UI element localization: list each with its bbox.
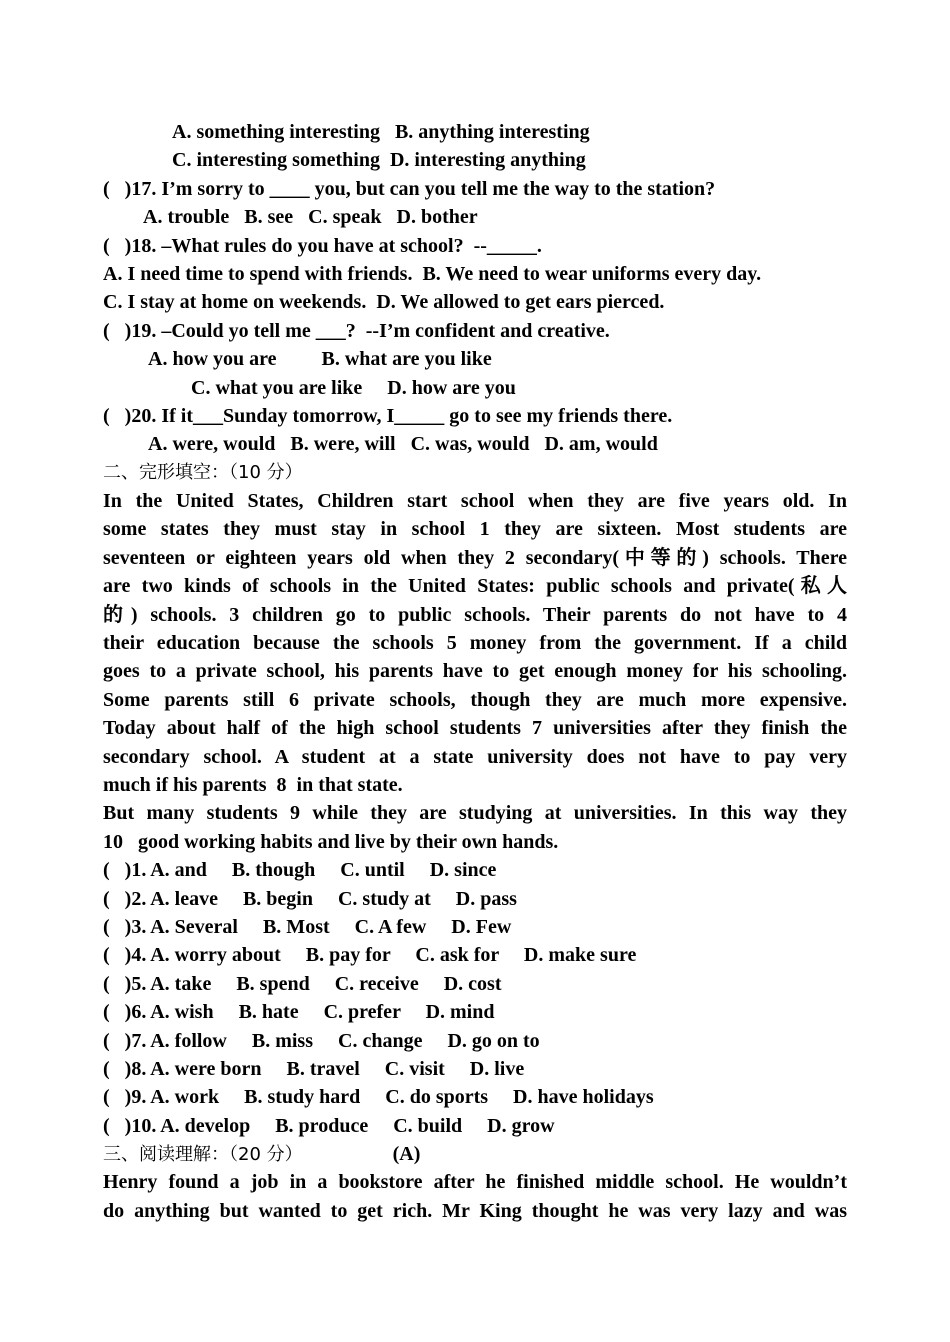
q19-options-line2: C. what you are like D. how are you [191, 376, 516, 399]
passage-line: are two kinds of schools in the United States: public schools and private(私人 [103, 575, 847, 598]
exam-page [103, 118, 847, 1225]
q17-stem: ( )17. I’m sorry to ____ you, but can you tell me the way to the station? [103, 177, 716, 200]
passage-line: 10 good working habits and live by their own hands. [103, 830, 559, 853]
passage-line: much if his parents 8 in that state. [103, 773, 403, 796]
q19-options-line1: A. how you are B. what are you like [148, 348, 492, 371]
reading-heading: 三、阅读理解：（20 分） [103, 1144, 303, 1166]
q19-stem: ( )19. –Could yo tell me ___? --I’m confident and creative. [103, 319, 610, 342]
passage-line: 的) schools. 3 children go to public schools. Their parents do not have to 4 [103, 603, 847, 626]
cloze-question-9: ( )9. A. work B. study hard C. do sports D. have holidays [103, 1086, 654, 1109]
passage-line: goes to a private school, his parents have to get enough money for his schooling. [103, 660, 847, 683]
cloze-question-5: ( )5. A. take B. spend C. receive D. cost [103, 972, 502, 995]
passage-line: Some parents still 6 private schools, though they are much more expensive. [103, 688, 847, 711]
cloze-question-3: ( )3. A. Several B. Most C. A few D. Few [103, 915, 512, 938]
cloze-question-10: ( )10. A. develop B. produce C. build D. grow [103, 1114, 555, 1137]
q17-options: A. trouble B. see C. speak D. bother [143, 206, 478, 229]
cloze-question-4: ( )4. A. worry about B. pay for C. ask for D. make sure [103, 944, 637, 967]
q18-stem: ( )18. –What rules do you have at school? --_____. [103, 234, 542, 257]
cloze-passage-paragraph-1 [103, 487, 847, 799]
reading-heading-row [103, 1140, 847, 1168]
q16-options-line2: C. interesting something D. interesting anything [172, 149, 586, 172]
reading-passage-label: (A) [392, 1143, 421, 1166]
passage-line: secondary school. A student at a state university does not have to pay very [103, 745, 847, 768]
q18-options-line1: A. I need time to spend with friends. B. We need to wear uniforms every day. [103, 262, 762, 285]
cloze-question-1: ( )1. A. and B. though C. until D. since [103, 859, 497, 882]
cloze-question-2: ( )2. A. leave B. begin C. study at D. pass [103, 887, 517, 910]
q18-options-line2: C. I stay at home on weekends. D. We allowed to get ears pierced. [103, 291, 665, 314]
passage-line: In the United States, Children start school when they are five years old. In [103, 490, 847, 513]
passage-line: do anything but wanted to get rich. Mr King thought he was very lazy and was [103, 1199, 847, 1222]
passage-line: Henry found a job in a bookstore after he finished middle school. He wouldn’t [103, 1171, 847, 1194]
passage-line: some states they must stay in school 1 they are sixteen. Most students are [103, 518, 847, 541]
q20-stem: ( )20. If it___Sunday tomorrow, I_____ go to see my friends there. [103, 404, 673, 427]
cloze-question-list [103, 856, 847, 1140]
cloze-heading: 二、完形填空：（10 分） [103, 461, 303, 483]
q16-options-line1: A. something interesting B. anything interesting [172, 121, 590, 143]
passage-line: their education because the schools 5 money from the government. If a child [103, 632, 847, 655]
cloze-question-7: ( )7. A. follow B. miss C. change D. go on to [103, 1029, 540, 1052]
passage-line: Today about half of the high school students 7 universities after they finish the [103, 717, 847, 740]
passage-line: But many students 9 while they are studying at universities. In this way they [103, 802, 847, 825]
cloze-question-8: ( )8. A. were born B. travel C. visit D. live [103, 1057, 525, 1080]
cloze-passage-paragraph-2 [103, 799, 847, 856]
passage-line: seventeen or eighteen years old when they 2 secondary(中等的) schools. There [103, 546, 847, 569]
q20-options: A. were, would B. were, will C. was, would D. am, would [148, 433, 658, 456]
cloze-question-6: ( )6. A. wish B. hate C. prefer D. mind [103, 1001, 495, 1024]
reading-passage [103, 1168, 847, 1225]
